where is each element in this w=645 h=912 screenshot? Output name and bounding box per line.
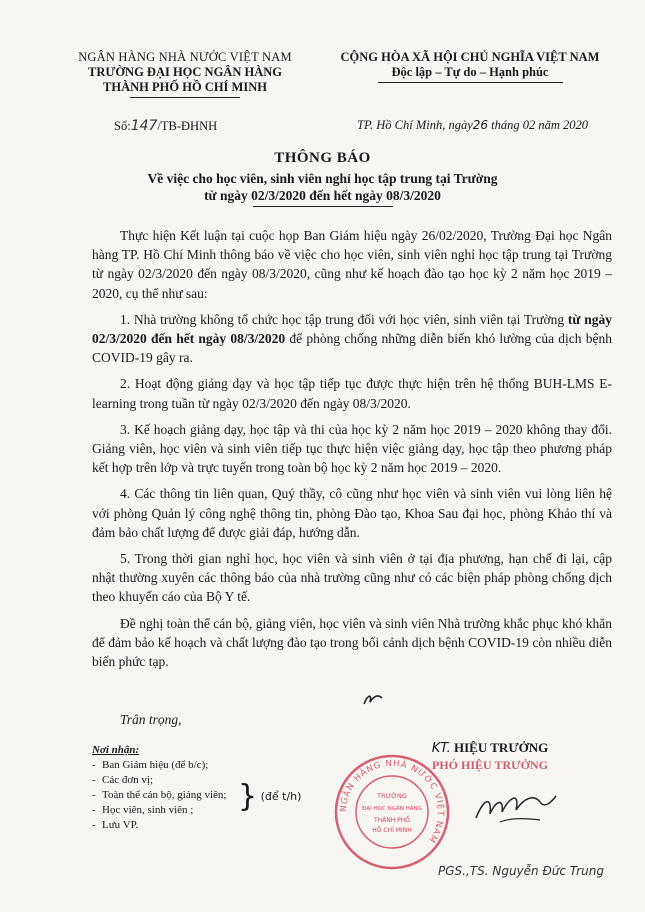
- paragraph-5: 5. Trong thời gian nghỉ học, học viên và sinh viên ở tại địa phương, hạn chế đi lại, cập nhật thường xuyên các thông báo của nhà trường cũng như có các biện pháp phòng chống dịch theo khuyến cáo của Bộ Y tế.: [92, 551, 612, 605]
- list-item: - Ban Giám hiệu (để b/c);: [92, 759, 209, 771]
- signer-name: PGS.,TS. Nguyễn Đức Trung: [438, 864, 604, 878]
- document-subtitle: Về việc cho học viên, sinh viên nghỉ học tập trung tại Trường từ ngày 02/3/2020 đến hết ngày 08/3/2020: [0, 170, 645, 207]
- signature-title: KT. HIỆU TRƯỞNG: [431, 740, 549, 756]
- list-item: - Lưu VP.: [92, 819, 139, 831]
- paragraph-6: Đề nghị toàn thể cán bộ, giảng viên, học viên và sinh viên Nhà trường khắc phục khó khăn để đảm bảo kế hoạch và chất lượng đào tạo trong bối cảnh dịch bệnh COVID-19 còn nhiều diễn biến phức tạp.: [92, 615, 612, 670]
- city-name: THÀNH PHỐ HỒ CHÍ MINH: [103, 80, 267, 94]
- stamp-inner-3: THÀNH PHỐ: [373, 817, 411, 824]
- header-right-underline: [378, 82, 563, 83]
- paragraph-4: 4. Các thông tin liên quan, Quý thầy, cô cũng như học viên và sinh viên vui lòng liên hệ với phòng Quản lý công nghệ thông tin, phòng Đào tạo, Khoa Sau đại học, phòng Khảo thí và đảm bảo chất lượng để được giải đáp, hướng dẫn.: [92, 486, 612, 540]
- document-title: THÔNG BÁO: [274, 150, 371, 166]
- list-item: - Toàn thể cán bộ, giảng viên;: [92, 789, 227, 801]
- national-title: CỘNG HÒA XÃ HỘI CHỦ NGHĨA VIỆT NAM: [340, 50, 600, 64]
- recipients-list: [92, 743, 226, 833]
- bank-name: NGÂN HÀNG NHÀ NƯỚC VIỆT NAM: [78, 50, 292, 64]
- brace-icon: }: [238, 779, 258, 814]
- header-left: [60, 50, 310, 98]
- header-left-underline: [130, 97, 240, 98]
- stamp-inner-2: ĐẠI HỌC NGÂN HÀNG: [362, 806, 422, 812]
- handwritten-number: 147: [130, 118, 158, 134]
- header-right: [320, 50, 620, 83]
- document-body: [92, 226, 612, 678]
- stamp-inner-1: TRƯỜNG: [377, 792, 407, 800]
- list-item: - Học viên, sinh viên ;: [92, 804, 194, 816]
- paragraph-1: 1. Nhà trường không tổ chức học tập trung đối với học viên, sinh viên tại Trường từ ngày 02/3/2020 đến hết ngày 08/3/2020 để phòng chống những diễn biến khó lường của dịch bệnh COVID-19 gây ra.: [92, 311, 612, 366]
- initial-mark-icon: [362, 690, 384, 708]
- recipients-heading: Nơi nhận:: [92, 744, 140, 756]
- signature-subtitle: PHÓ HIỆU TRƯỞNG: [431, 758, 548, 772]
- list-item: - Các đơn vị;: [92, 774, 154, 786]
- closing-greeting: Trân trọng,: [120, 712, 182, 727]
- paragraph-2: 2. Hoạt động giảng dạy và học tập tiếp tục được thực hiện trên hệ thống BUH-LMS E-learning trong tuần từ ngày 02/3/2020 đến ngày 08/3/2020.: [92, 376, 612, 411]
- stamp-inner-4: HỒ CHÍ MINH: [372, 827, 412, 834]
- paragraph-3: 3. Kế hoạch giảng dạy, học tập và thi của học kỳ 2 năm học 2019 – 2020 không thay đổi. Giảng viên, học viên và sinh viên tiếp tục thực hiện việc giảng dạy, học tập theo phương pháp kết hợp trên lớp và trực tuyến trong toàn bộ học kỳ 2 năm học 2019 – 2020.: [92, 421, 612, 476]
- handwritten-day: 26: [472, 118, 489, 132]
- subtitle-underline: [253, 206, 393, 207]
- recipients-brace: } (để t/h): [238, 779, 302, 814]
- national-motto: Độc lập – Tự do – Hạnh phúc: [391, 65, 549, 79]
- university-name: TRƯỜNG ĐẠI HỌC NGÂN HÀNG: [88, 65, 282, 79]
- handwritten-signature-icon: [470, 778, 560, 838]
- intro-paragraph: Thực hiện Kết luận tại cuộc họp Ban Giám hiệu ngày 26/02/2020, Trường Đại học Ngân hàng TP. Hồ Chí Minh thông báo về việc cho học viên, sinh viên nghỉ học tập trung tại Trường từ ngày 02/3/2020 đến ngày 08/3/2020, cũng như kế hoạch đào tạo học kỳ 2 năm học 2019 – 2020, cụ thể như sau:: [92, 228, 612, 301]
- place-date: TP. Hồ Chí Minh, ngày26 tháng 02 năm 2020: [357, 118, 589, 132]
- document-number: Số:147/TB-ĐHNH: [114, 118, 218, 134]
- official-stamp-icon: [332, 752, 452, 872]
- stamp-ring-text: NGÂN HÀNG NHÀ NƯỚC VIỆT NAM: [338, 758, 446, 845]
